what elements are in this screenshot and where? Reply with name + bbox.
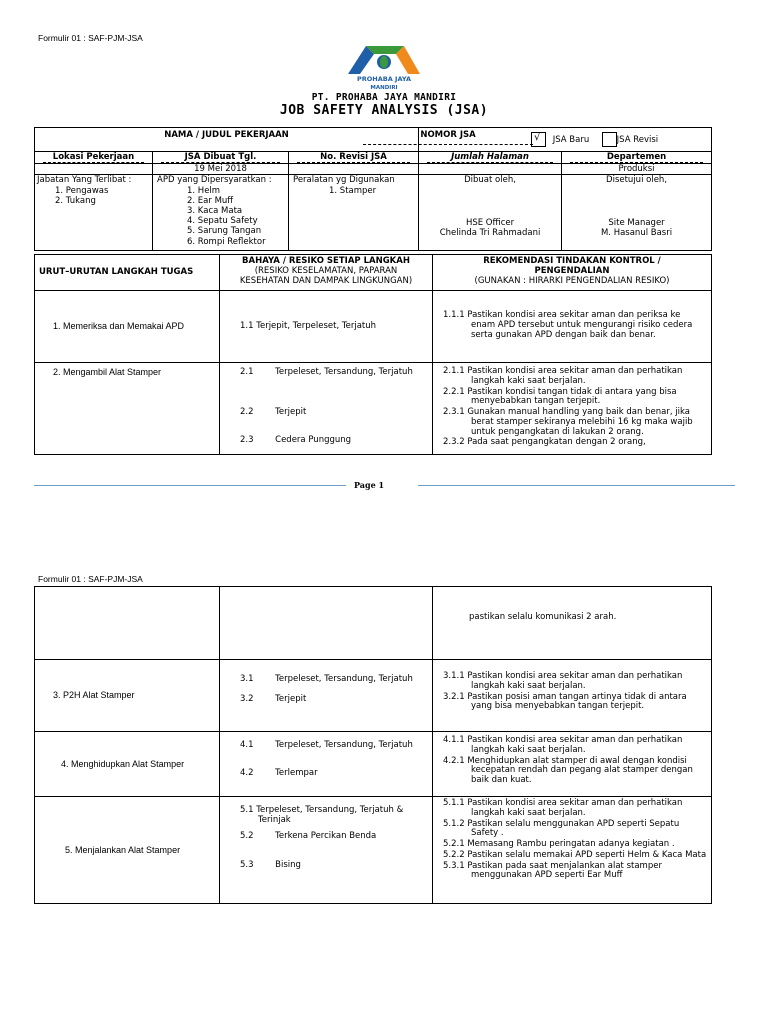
- company-name: PT. PROHABA JAYA MANDIRI: [311, 92, 457, 103]
- recommendation-cell: 3.1.1 Pastikan kondisi area sekitar aman dan perhatikan langkah kaki saat berjalan. 3.2.1 Pastikan posisi aman tangan artinya tidak di antara yang bisa menyebabkan tangan terjepit.: [433, 660, 712, 732]
- continued-recommendation: pastikan selalu komunikasi 2 arah.: [433, 587, 712, 660]
- jsa-baru-checkbox[interactable]: √: [531, 132, 546, 147]
- table-row-step: 4. Menghidupkan Alat Stamper: [35, 732, 220, 797]
- table-row-step: 1. Memeriksa dan Memakai APD: [35, 291, 220, 363]
- dibuat-oleh-cell: Dibuat oleh, HSE Officer Chelinda Tri Rahmadani: [419, 175, 562, 251]
- nama-pekerjaan-cell: [35, 128, 419, 152]
- logo-text-2: MANDIRI: [370, 85, 398, 91]
- company-logo: [344, 38, 424, 94]
- dibuat-tgl-cell: JSA Dibuat Tgl.: [153, 152, 289, 164]
- document-title: JOB SAFETY ANALYSIS (JSA): [279, 103, 489, 118]
- peralatan-cell: Peralatan yg Digunakan 1. Stamper: [289, 175, 419, 251]
- table-row-step: 2. Mengambil Alat Stamper: [35, 363, 220, 455]
- page-rule-right: [418, 485, 735, 486]
- recommendation-cell: 1.1.1 Pastikan kondisi area sekitar aman dan periksa ke enam APD tersebut untuk mengurangi risiko cedera serta gunakan APD dengan baik dan benar.: [433, 291, 712, 363]
- departemen-cell: Departemen: [562, 152, 712, 164]
- form-code: Formulir 01 : SAF-PJM-JSA: [38, 574, 143, 584]
- recommendation-cell: 2.1.1 Pastikan kondisi area sekitar aman dan perhatikan langkah kaki saat berjalan. 2.2.1 Pastikan kondisi tangan tidak di antara yang bisa menyebabkan tangan terjepit. 2.3.1 Gunakan manual handling yang baik dan benar, jika berat stamper sekiranya melebihi 16 kg maka wajib untuk pengangkatan di lakukan 2 orang. 2.3.2 Pada saat pengangkatan dengan 2 orang,: [433, 363, 712, 455]
- table-row-step: 3. P2H Alat Stamper: [35, 660, 220, 732]
- col-header-hazard: BAHAYA / RESIKO SETIAP LANGKAH (RESIKO KESELAMATAN, PAPARAN KESEHATAN DAN DAMPAK LINGKUNGAN): [220, 255, 433, 291]
- lokasi-cell: Lokasi Pekerjaan: [35, 152, 153, 164]
- hazard-cell: 5.1 Terpeleset, Tersandung, Terjatuh & Terinjak 5.2 Terkena Percikan Benda 5.3 Bising: [220, 797, 433, 904]
- logo-text-1: PROHABA JAYA: [357, 75, 411, 83]
- recommendation-cell: 4.1.1 Pastikan kondisi area sekitar aman dan perhatikan langkah kaki saat berjalan. 4.2.1 Menghidupkan alat stamper di awal dengan kondisi kecepatan rendah dan pegang alat stamper dengan baik dan kuat.: [433, 732, 712, 797]
- disetujui-oleh-cell: Disetujui oleh, Site Manager M. Hasanul Basri: [562, 175, 712, 251]
- hazard-item: 1.1 Terjepit, Terpeleset, Terjatuh: [220, 291, 433, 363]
- jsa-baru-label: JSA Baru: [552, 135, 590, 145]
- revisi-cell: No. Revisi JSA: [289, 152, 419, 164]
- hazard-cell: 2.1 Terpeleset, Tersandung, Terjatuh 2.2 Terjepit 2.3 Cedera Punggung: [220, 363, 433, 455]
- nomor-jsa-cell: [419, 128, 712, 152]
- form-code: Formulir 01 : SAF-PJM-JSA: [38, 33, 143, 43]
- col-header-recommendation: REKOMENDASI TINDAKAN KONTROL / PENGENDALIAN (GUNAKAN : HIRARKI PENGENDALIAN RESIKO): [433, 255, 712, 291]
- jsa-revisi-checkbox[interactable]: [602, 132, 617, 147]
- hazard-cell: 3.1 Terpeleset, Tersandung, Terjatuh 3.2 Terjepit: [220, 660, 433, 732]
- jsa-revisi-label: JSA Revisi: [616, 135, 659, 145]
- logo-icon: [344, 38, 424, 94]
- hazard-cell: 4.1 Terpeleset, Tersandung, Terjatuh 4.2 Terlempar: [220, 732, 433, 797]
- departemen-value: Produksi: [562, 164, 712, 175]
- jabatan-cell: Jabatan Yang Terlibat : 1. Pengawas 2. Tukang: [35, 175, 153, 251]
- page-rule-left: [34, 485, 346, 486]
- jumlah-halaman-cell: Jumlah Halaman: [419, 152, 562, 164]
- dibuat-tgl-value: 19 Mei 2018: [153, 164, 289, 175]
- table-row-step: 5. Menjalankan Alat Stamper: [35, 797, 220, 904]
- apd-cell: APD yang Dipersyaratkan : 1. Helm 2. Ear Muff 3. Kaca Mata 4. Sepatu Safety 5. Sarung Tangan 6. Rompi Reflektor: [153, 175, 289, 251]
- nama-label: NAMA / JUDUL PEKERJAAN: [164, 130, 289, 140]
- jsa-header-table: [34, 127, 712, 251]
- page-number: Page 1: [353, 480, 385, 490]
- jsa-steps-table-page1: [34, 254, 712, 455]
- col-header-steps: URUT–URUTAN LANGKAH TUGAS: [35, 255, 220, 291]
- nomor-label: NOMOR JSA: [420, 130, 476, 140]
- recommendation-cell: 5.1.1 Pastikan kondisi area sekitar aman dan perhatikan langkah kaki saat berjalan. 5.1.2 Pastikan selalu menggunakan APD seperti Sepatu Safety . 5.2.1 Memasang Rambu peringatan adanya kegiatan . 5.2.2 Pastikan selalu memakai APD seperti Helm & Kaca Mata 5.3.1 Pastikan pada saat menjalankan alat stamper menggunakan APD seperti Ear Muff: [433, 797, 712, 904]
- jsa-steps-table-page2: [34, 586, 712, 904]
